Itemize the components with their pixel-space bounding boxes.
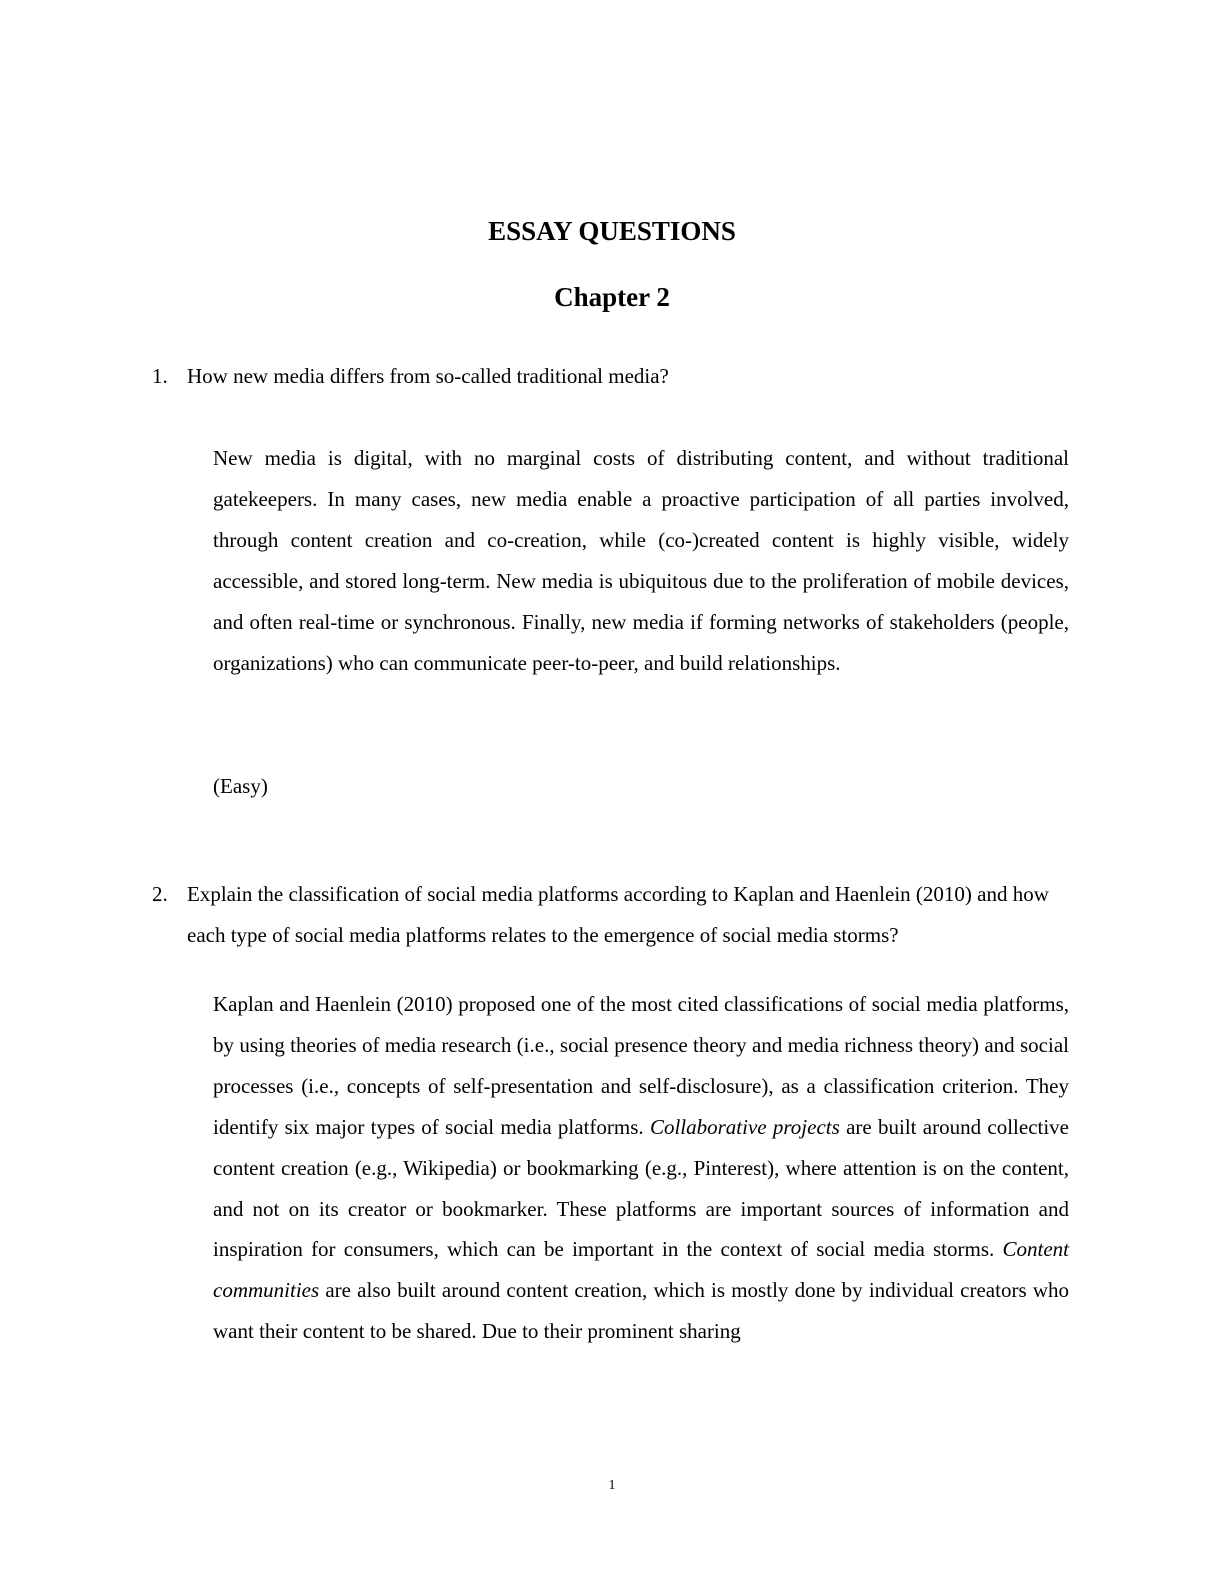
question-number: 1.: [152, 364, 168, 388]
chapter-heading: Chapter 2: [554, 282, 670, 312]
question-text: How new media differs from so-called traditional media?: [187, 364, 669, 388]
answer-text-segment: are built around collective content creation (e.g., Wikipedia) or bookmarking (e.g., Pinterest), where attention is on the content, and not on its creator or bookmarker. These platforms are important sources of information and inspiration for consumers, which can be important in the context of social media storms.: [213, 1114, 1069, 1262]
answer-text-segment: are also built around content creation, which is mostly done by individual creators who want their content to be shared. Due to their prominent sharing: [213, 1278, 1069, 1344]
document-title: ESSAY QUESTIONS: [488, 216, 736, 246]
question-1: [152, 356, 1072, 397]
term-collaborative-projects: Collaborative projects: [649, 1114, 840, 1139]
answer-text-segment: Kaplan and Haenlein (2010) proposed one of the most cited classifications of social media platforms, by using theories of media research (i.e., social presence theory and media richness theory) and social processes (i.e., concepts of self-presentation and self-disclosure), as a classification criterion. They identify six major types of social media platforms.: [213, 992, 1069, 1139]
answer-2: [213, 984, 1069, 1352]
difficulty-label: (Easy): [213, 774, 268, 798]
answer-1: New media is digital, with no marginal costs of distributing content, and without traditional gatekeepers. In many cases, new media enable a proactive participation of all parties involved, through content creation and co-creation, while (co-)created content is highly visible, widely accessible, and stored long-term. New media is ubiquitous due to the proliferation of mobile devices, and often real-time or synchronous. Finally, new media if forming networks of stakeholders (people, organizations) who can communicate peer-to-peer, and build relationships.: [213, 446, 1069, 675]
question-number: 2.: [152, 882, 168, 906]
question-text: Explain the classification of social media platforms according to Kaplan and Haenlein (2010) and how each type of social media platforms relates to the emergence of social media storms?: [187, 882, 1049, 947]
question-2: [152, 874, 1072, 956]
term-content-communities: Content communities: [213, 1237, 1069, 1303]
page-number: 1: [608, 1478, 616, 1493]
